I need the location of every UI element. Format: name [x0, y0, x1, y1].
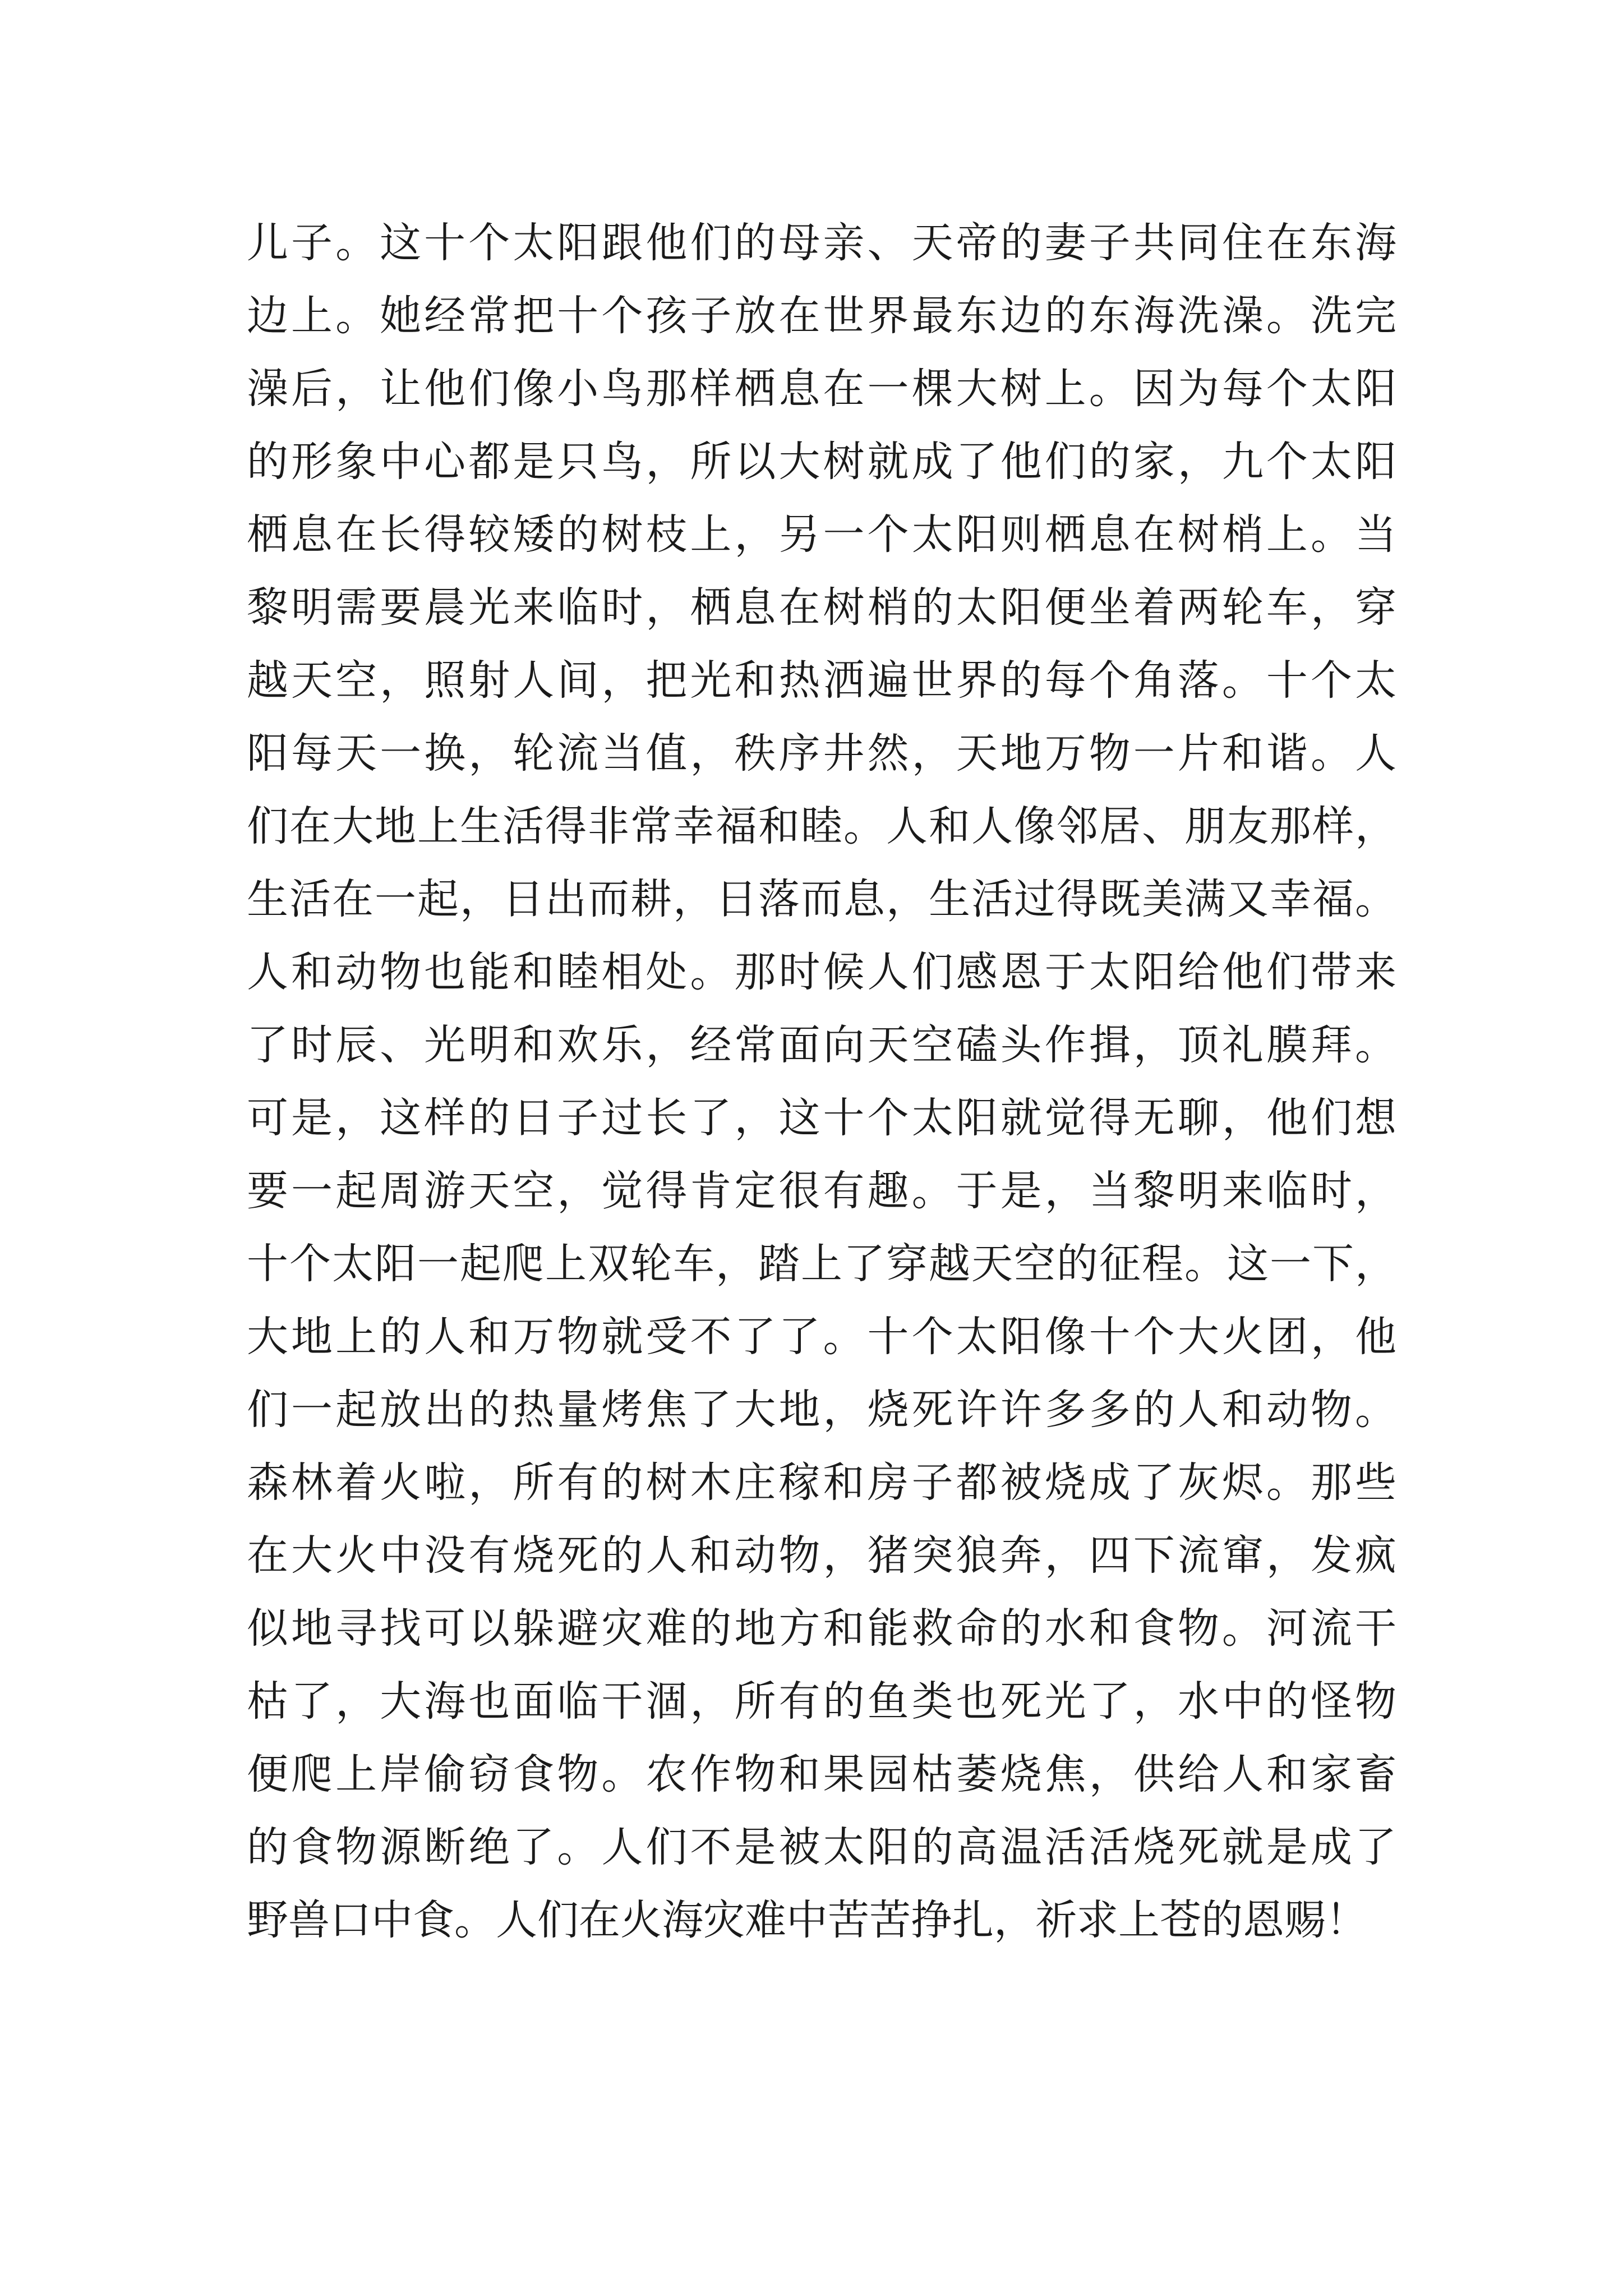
text-line: 们在大地上生活得非常幸福和睦。人和人像邻居、朋友那样， [247, 802, 1396, 850]
text-line: 栖息在长得较矮的树枝上，另一个太阳则栖息在树梢上。当 [247, 510, 1396, 559]
text-line: 黎明需要晨光来临时，栖息在树梢的太阳便坐着两轮车，穿 [247, 583, 1396, 632]
text-line: 十个太阳一起爬上双轮车，踏上了穿越天空的征程。这一下， [247, 1240, 1396, 1288]
text-line: 人和动物也能和睦相处。那时候人们感恩于太阳给他们带来 [247, 948, 1396, 996]
text-line: 野兽口中食。人们在火海灾难中苦苦挣扎，祈求上苍的恩赐！ [247, 1896, 1367, 1944]
text-line: 可是，这样的日子过长了，这十个太阳就觉得无聊，他们想 [247, 1094, 1396, 1142]
text-line: 了时辰、光明和欢乐，经常面向天空磕头作揖，顶礼膜拜。 [247, 1021, 1396, 1069]
text-line: 儿子。这十个太阳跟他们的母亲、天帝的妻子共同住在东海 [247, 219, 1396, 267]
text-line: 的形象中心都是只鸟，所以大树就成了他们的家，九个太阳 [247, 438, 1396, 486]
text-line: 的食物源断绝了。人们不是被太阳的高温活活烧死就是成了 [247, 1823, 1396, 1871]
text-line: 边上。她经常把十个孩子放在世界最东边的东海洗澡。洗完 [247, 292, 1396, 340]
text-line: 要一起周游天空，觉得肯定很有趣。于是，当黎明来临时， [247, 1167, 1396, 1215]
text-line: 们一起放出的热量烤焦了大地，烧死许许多多的人和动物。 [247, 1386, 1396, 1434]
text-line: 在大火中没有烧死的人和动物，猪突狼奔，四下流窜，发疯 [247, 1531, 1396, 1580]
text-line: 似地寻找可以躲避灾难的地方和能救命的水和食物。河流干 [247, 1604, 1396, 1653]
text-line: 森林着火啦，所有的树木庄稼和房子都被烧成了灰烬。那些 [247, 1458, 1396, 1507]
text-line: 生活在一起，日出而耕，日落而息，生活过得既美满又幸福。 [247, 875, 1396, 923]
text-line: 大地上的人和万物就受不了了。十个太阳像十个大火团，他 [247, 1313, 1396, 1361]
text-line: 澡后，让他们像小鸟那样栖息在一棵大树上。因为每个太阳 [247, 365, 1396, 413]
body-paragraph [247, 206, 1396, 1957]
text-line: 便爬上岸偷窃食物。农作物和果园枯萎烧焦，供给人和家畜 [247, 1750, 1396, 1798]
text-line: 阳每天一换，轮流当值，秩序井然，天地万物一片和谐。人 [247, 729, 1396, 777]
text-line: 越天空，照射人间，把光和热洒遍世界的每个角落。十个太 [247, 656, 1396, 705]
text-line: 枯了，大海也面临干涸，所有的鱼类也死光了，水中的怪物 [247, 1677, 1396, 1726]
